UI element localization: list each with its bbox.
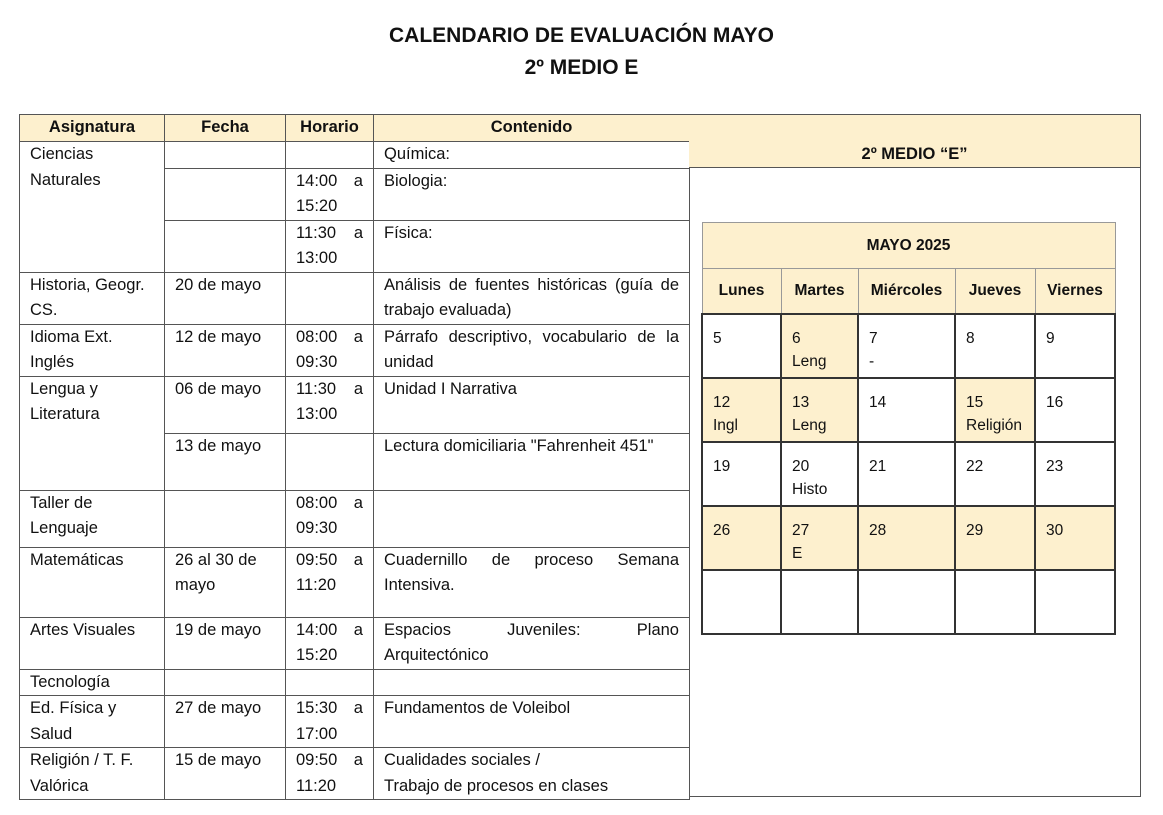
col-header-horario: Horario xyxy=(286,115,374,142)
time-cell: 15:30 a 17:00 xyxy=(286,696,374,748)
day-number: 20 xyxy=(792,458,810,475)
calendar-day xyxy=(702,506,781,570)
day-event: Ingl xyxy=(713,417,738,434)
day-number: 15 xyxy=(966,394,984,411)
date-cell xyxy=(165,490,286,547)
day-event: Religión xyxy=(966,417,1023,434)
date-cell xyxy=(165,168,286,220)
subject-cell: Ciencias Naturales xyxy=(20,142,165,273)
day-number: 7 xyxy=(869,330,878,347)
time-cell: 14:00 a 15:20 xyxy=(286,168,374,220)
content-cell xyxy=(374,669,690,696)
table-row xyxy=(20,547,690,617)
time-cell: 09:50 a 11:20 xyxy=(286,547,374,617)
day-number: 27 xyxy=(792,522,810,539)
calendar-day xyxy=(1035,570,1115,634)
weekday-header: Jueves xyxy=(955,269,1035,315)
evaluation-table xyxy=(19,114,690,800)
day-number: 9 xyxy=(1046,330,1055,347)
day-number: 21 xyxy=(869,458,887,475)
day-event: Leng xyxy=(792,353,827,370)
date-cell: 26 al 30 de mayo xyxy=(165,547,286,617)
col-header-asignatura: Asignatura xyxy=(20,115,165,142)
calendar-day xyxy=(955,314,1035,378)
table-row xyxy=(20,324,690,376)
table-row xyxy=(20,696,690,748)
day-number: 22 xyxy=(966,458,984,475)
weekday-header: Martes xyxy=(781,269,858,315)
calendar-week xyxy=(702,570,1115,634)
calendar-day xyxy=(781,442,858,506)
day-number: 16 xyxy=(1046,394,1064,411)
day-number: 19 xyxy=(713,458,731,475)
day-number: 30 xyxy=(1046,522,1064,539)
calendar-week xyxy=(702,442,1115,506)
subject-cell: Artes Visuales xyxy=(20,617,165,669)
day-number: 12 xyxy=(713,394,731,411)
day-number: 8 xyxy=(966,330,975,347)
day-event: Leng xyxy=(792,417,827,434)
calendar-day xyxy=(955,442,1035,506)
calendar-week xyxy=(702,314,1115,378)
content-cell: Física: xyxy=(374,220,690,272)
calendar-day xyxy=(858,378,955,442)
subject-cell: Idioma Ext. Inglés xyxy=(20,324,165,376)
time-cell xyxy=(286,433,374,490)
content-cell xyxy=(374,490,690,547)
subject-cell: Religión / T. F. Valórica xyxy=(20,748,165,800)
date-cell: 12 de mayo xyxy=(165,324,286,376)
content-cell: Química: xyxy=(374,142,690,169)
calendar-day xyxy=(1035,442,1115,506)
calendar-day xyxy=(858,442,955,506)
table-row xyxy=(20,142,690,169)
time-cell: 08:00 a 09:30 xyxy=(286,490,374,547)
subject-cell: Matemáticas xyxy=(20,547,165,617)
calendar-day xyxy=(702,570,781,634)
calendar-day xyxy=(702,442,781,506)
day-event: Histo xyxy=(792,481,828,498)
subject-cell: Ed. Física y Salud xyxy=(20,696,165,748)
table-row xyxy=(20,272,690,324)
content-cell: Espacios Juveniles: Plano Arquitectónico xyxy=(374,617,690,669)
day-number: 28 xyxy=(869,522,887,539)
date-cell xyxy=(165,142,286,169)
time-cell: 11:30 a 13:00 xyxy=(286,220,374,272)
calendar-month-title: MAYO 2025 xyxy=(702,223,1115,269)
table-row xyxy=(20,748,690,800)
table-row xyxy=(20,376,690,433)
day-event: E xyxy=(792,545,803,562)
content-cell: Párrafo descriptivo, vocabulario de la unidad xyxy=(374,324,690,376)
day-number: 26 xyxy=(713,522,731,539)
content-cell: Biologia: xyxy=(374,168,690,220)
date-cell: 19 de mayo xyxy=(165,617,286,669)
date-cell: 15 de mayo xyxy=(165,748,286,800)
time-cell: 14:00 a 15:20 xyxy=(286,617,374,669)
content-cell xyxy=(374,748,690,800)
day-event: - xyxy=(869,353,875,370)
subject-cell: Taller de Lenguaje xyxy=(20,490,165,547)
time-cell: 08:00 a 09:30 xyxy=(286,324,374,376)
table-row xyxy=(20,617,690,669)
date-cell: 13 de mayo xyxy=(165,433,286,490)
calendar-day xyxy=(1035,378,1115,442)
weekday-header: Lunes xyxy=(702,269,781,315)
document-title: CALENDARIO DE EVALUACIÓN MAYO xyxy=(388,24,775,47)
calendar-day xyxy=(702,314,781,378)
col-header-fecha: Fecha xyxy=(165,115,286,142)
day-number: 14 xyxy=(869,394,887,411)
calendar-day xyxy=(955,506,1035,570)
date-cell: 06 de mayo xyxy=(165,376,286,433)
calendar-day xyxy=(955,378,1035,442)
content-cell: Lectura domiciliaria "Fahrenheit 451" xyxy=(374,433,690,490)
subject-cell: Lengua y Literatura xyxy=(20,376,165,490)
content-cell: Análisis de fuentes históricas (guía de trabajo evaluada) xyxy=(374,272,690,324)
calendar-day xyxy=(781,506,858,570)
calendar-week xyxy=(702,506,1115,570)
calendar-day xyxy=(858,314,955,378)
content-line: Cualidades sociales / xyxy=(384,751,540,769)
calendar-week xyxy=(702,378,1115,442)
date-cell xyxy=(165,669,286,696)
weekday-row xyxy=(702,269,1115,315)
col-header-contenido: Contenido xyxy=(374,115,690,142)
date-cell: 20 de mayo xyxy=(165,272,286,324)
date-cell xyxy=(165,220,286,272)
calendar-day xyxy=(858,570,955,634)
calendar-day xyxy=(1035,506,1115,570)
table-header-row xyxy=(20,115,690,142)
calendar-day xyxy=(1035,314,1115,378)
day-number: 23 xyxy=(1046,458,1064,475)
day-number: 29 xyxy=(966,522,984,539)
weekday-header: Viernes xyxy=(1035,269,1115,315)
calendar-day xyxy=(781,570,858,634)
content-cell: Unidad I Narrativa xyxy=(374,376,690,433)
subject-cell: Tecnología xyxy=(20,669,165,696)
calendar-day xyxy=(781,378,858,442)
time-cell: 09:50 a 11:20 xyxy=(286,748,374,800)
calendar-day xyxy=(955,570,1035,634)
time-cell xyxy=(286,142,374,169)
time-cell xyxy=(286,272,374,324)
day-number: 5 xyxy=(713,330,722,347)
day-number: 13 xyxy=(792,394,810,411)
calendar-day xyxy=(858,506,955,570)
table-row xyxy=(20,490,690,547)
panel-heading: 2º MEDIO “E” xyxy=(689,115,1140,168)
date-cell: 27 de mayo xyxy=(165,696,286,748)
weekday-header: Miércoles xyxy=(858,269,955,315)
calendar-day xyxy=(781,314,858,378)
content-cell: Cuadernillo de proceso Semana Intensiva. xyxy=(374,547,690,617)
table-row xyxy=(20,669,690,696)
day-number: 6 xyxy=(792,330,801,347)
month-calendar xyxy=(701,222,1116,635)
document-subtitle: 2º MEDIO E xyxy=(524,56,639,79)
subject-cell: Historia, Geogr. CS. xyxy=(20,272,165,324)
content-cell: Fundamentos de Voleibol xyxy=(374,696,690,748)
calendar-day xyxy=(702,378,781,442)
time-cell xyxy=(286,669,374,696)
content-line: Trabajo de procesos en clases xyxy=(384,776,609,795)
time-cell: 11:30 a 13:00 xyxy=(286,376,374,433)
